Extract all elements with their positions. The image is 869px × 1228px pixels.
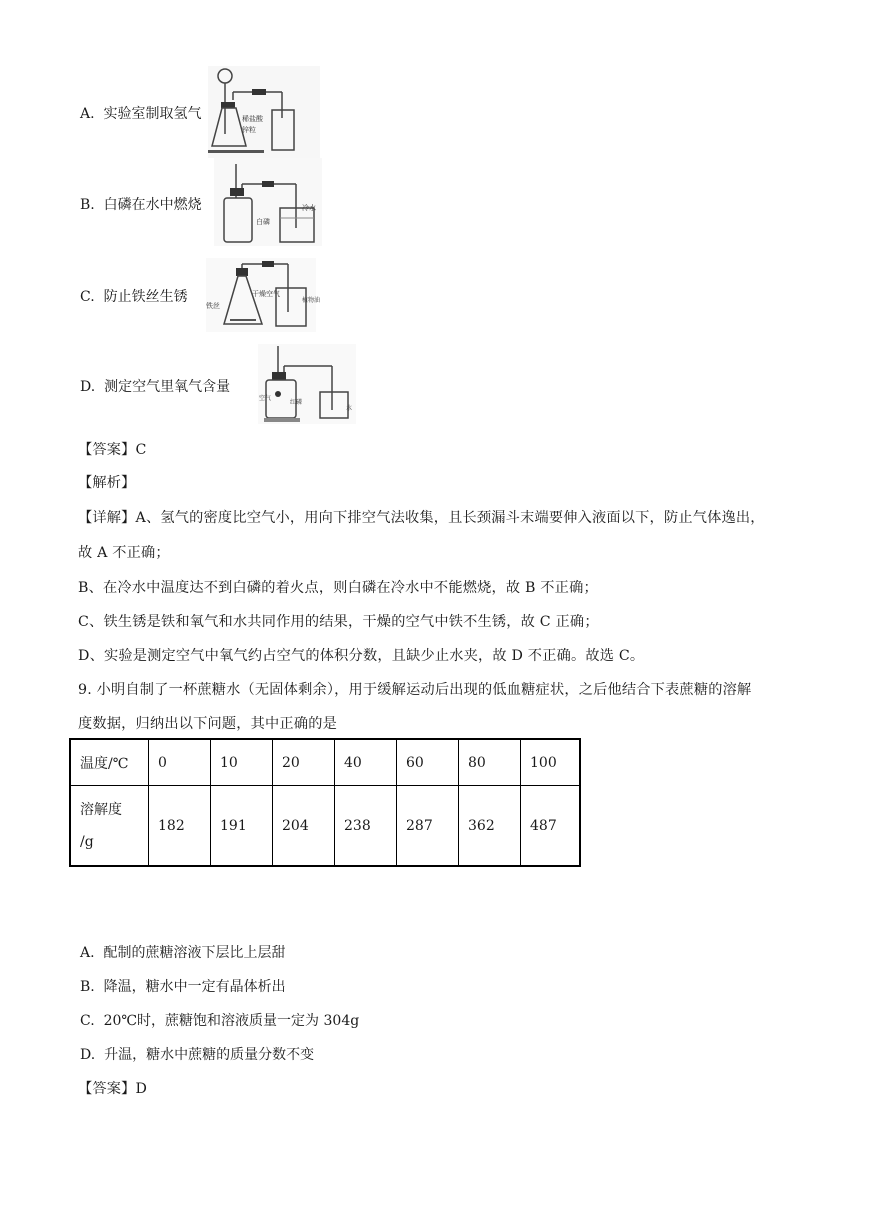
label-dry-air: 干燥空气 [252, 290, 280, 298]
table-cell: 100 [521, 739, 581, 786]
table-cell: 20 [273, 739, 335, 786]
solubility-header-b: /g [80, 833, 94, 850]
q9-line-2: 度数据，归纳出以下问题，其中正确的是 [78, 716, 337, 732]
q9-option-c-text: 20℃时，蔗糖饱和溶液质量一定为 304g [103, 1013, 360, 1029]
table-cell: 362 [459, 786, 521, 867]
label-plant-oil: 植物油 [302, 297, 321, 304]
option-d [80, 376, 230, 396]
detail-line-3: B、在冷水中温度达不到白磷的着火点，则白磷在冷水中不能燃烧，故 B 不正确； [78, 580, 598, 596]
table-cell: 60 [397, 739, 459, 786]
q9-line-1: 9. 小明自制了一杯蔗糖水（无固体剩余），用于缓解运动后出现的低血糖症状，之后他结合下表蔗糖的溶解 [78, 682, 752, 698]
detail-line-2: 故 A 不正确； [78, 545, 170, 561]
analysis-title: 【解析】 [78, 475, 136, 491]
option-b [80, 194, 202, 214]
figure-hydrogen-apparatus [208, 66, 320, 158]
label-cold-water: 冷水 [302, 204, 316, 212]
table-cell: 238 [335, 786, 397, 867]
q9-option-d [80, 1044, 314, 1064]
q9-option-d-label: D. [80, 1047, 96, 1063]
q9-option-b-text: 降温，糖水中一定有晶体析出 [103, 979, 286, 995]
table-cell: 487 [521, 786, 581, 867]
label-water: 水 [346, 405, 353, 412]
label-white-phosphorus: 白磷 [256, 218, 270, 226]
option-c [80, 286, 188, 306]
q9-option-a-label: A. [80, 945, 95, 961]
figure-rust-apparatus [206, 258, 321, 332]
figure-oxygen-apparatus [258, 344, 356, 424]
label-hcl: 稀盐酸 [242, 115, 263, 123]
table-cell: 204 [273, 786, 335, 867]
answer-q9: 【答案】D [78, 1081, 148, 1097]
detail-line-1: 【详解】A、氢气的密度比空气小，用向下排空气法收集，且长颈漏斗末端要伸入液面以下，防止气体逸出， [78, 510, 765, 526]
temperature-header: 温度/℃ [70, 739, 149, 786]
detail-line-5: D、实验是测定空气中氧气约占空气的体积分数，且缺少止水夹，故 D 不正确。故选 C。 [78, 648, 645, 664]
detail-line-4: C、铁生锈是铁和氧气和水共同作用的结果，干燥的空气中铁不生锈，故 C 正确； [78, 614, 599, 630]
solubility-row [70, 786, 580, 867]
option-a [80, 103, 201, 123]
option-c-label: C. [80, 289, 95, 305]
table-cell: 182 [149, 786, 211, 867]
option-a-text: 实验室制取氢气 [103, 106, 202, 122]
table-cell: 287 [397, 786, 459, 867]
label-zinc: 锌粒 [242, 126, 256, 134]
q9-option-b [80, 976, 286, 996]
option-b-text: 白磷在水中燃烧 [103, 197, 202, 213]
label-iron-wire: 铁丝 [206, 302, 220, 310]
label-air: 空气 [259, 395, 272, 402]
q9-option-c [80, 1010, 359, 1030]
q9-option-b-label: B. [80, 979, 95, 995]
option-a-label: A. [80, 106, 95, 122]
answer-q8: 【答案】C [78, 442, 147, 458]
temperature-row [70, 739, 580, 786]
option-b-label: B. [80, 197, 95, 213]
figure-phosphorus-apparatus [214, 158, 322, 246]
label-red-phosphorus: 红磷 [290, 399, 303, 406]
q9-option-c-label: C. [80, 1013, 95, 1029]
table-cell: 40 [335, 739, 397, 786]
option-d-text: 测定空气里氧气含量 [104, 379, 231, 395]
table-cell: 10 [211, 739, 273, 786]
table-cell: 191 [211, 786, 273, 867]
option-d-label: D. [80, 379, 96, 395]
solubility-table [69, 738, 581, 867]
q9-option-d-text: 升温，糖水中蔗糖的质量分数不变 [104, 1047, 315, 1063]
option-c-text: 防止铁丝生锈 [103, 289, 188, 305]
table-cell: 0 [149, 739, 211, 786]
solubility-header [70, 786, 149, 867]
q9-option-a [80, 942, 285, 962]
table-cell: 80 [459, 739, 521, 786]
solubility-header-a: 溶解度 [80, 801, 122, 818]
q9-option-a-text: 配制的蔗糖溶液下层比上层甜 [103, 945, 286, 961]
